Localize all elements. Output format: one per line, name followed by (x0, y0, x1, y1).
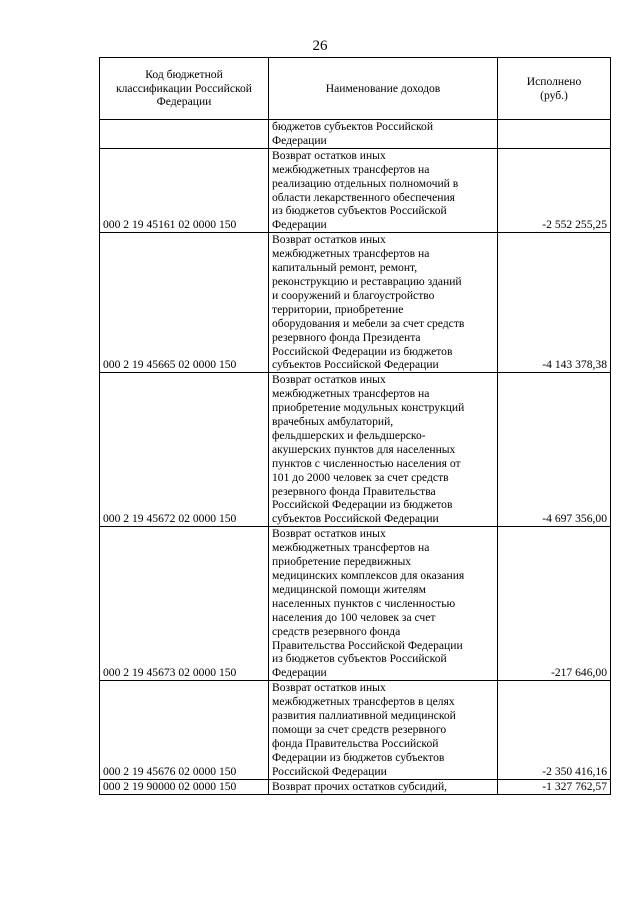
amount-cell: -4 697 356,00 (498, 373, 611, 527)
budget-code-cell: 000 2 19 45161 02 0000 150 (100, 148, 269, 232)
header-budget-code: Код бюджетной классификации Российской Федерации (100, 58, 269, 120)
income-name-cell: Возврат остатков иных межбюджетных трансфертов на приобретение передвижных медицинских комплексов для оказания медицинской помощи жителям населенных пунктов с численностью населения до 100 человек за счет средств резервного фонда Правительства Российской Федерации из бюджетов субъектов Российской Федерации (269, 527, 498, 681)
table-row (100, 681, 611, 779)
amount-cell (498, 120, 611, 149)
budget-code-cell: 000 2 19 45676 02 0000 150 (100, 681, 269, 779)
budget-table (99, 57, 611, 795)
table-row (100, 148, 611, 232)
budget-code-cell: 000 2 19 45673 02 0000 150 (100, 527, 269, 681)
amount-cell: -2 350 416,16 (498, 681, 611, 779)
amount-cell: -2 552 255,25 (498, 148, 611, 232)
amount-cell: -217 646,00 (498, 527, 611, 681)
header-executed-amount: Исполнено (руб.) (498, 58, 611, 120)
table-row (100, 120, 611, 149)
table-header-row (100, 58, 611, 120)
income-name-cell: бюджетов субъектов Российской Федерации (269, 120, 498, 149)
table-row (100, 233, 611, 373)
income-name-cell: Возврат остатков иных межбюджетных трансфертов в целях развития паллиативной медицинской помощи за счет средств резервного фонда Правительства Российской Федерации из бюджетов субъектов Российской Федерации (269, 681, 498, 779)
income-name-cell: Возврат прочих остатков субсидий, (269, 779, 498, 794)
amount-cell: -4 143 378,38 (498, 233, 611, 373)
income-name-cell: Возврат остатков иных межбюджетных трансфертов на реализацию отдельных полномочий в области лекарственного обеспечения из бюджетов субъектов Российской Федерации (269, 148, 498, 232)
page-number: 26 (312, 38, 328, 54)
table-row (100, 527, 611, 681)
header-income-name: Наименование доходов (269, 58, 498, 120)
table-row (100, 373, 611, 527)
budget-code-cell (100, 120, 269, 149)
income-name-cell: Возврат остатков иных межбюджетных трансфертов на приобретение модульных конструкций врачебных амбулаторий, фельдшерских и фельдшерско- акушерских пунктов для населенных пунктов с численностью населения от 101 до 2000 человек за счет средств резервного фонда Правительства Российской Федерации из бюджетов субъектов Российской Федерации (269, 373, 498, 527)
income-name-cell: Возврат остатков иных межбюджетных трансфертов на капитальный ремонт, ремонт, реконструкцию и реставрацию зданий и сооружений и благоустройство территории, приобретение оборудования и мебели за счет средств резервного фонда Президента Российской Федерации из бюджетов субъектов Российской Федерации (269, 233, 498, 373)
budget-code-cell: 000 2 19 45665 02 0000 150 (100, 233, 269, 373)
table-row (100, 779, 611, 794)
amount-cell: -1 327 762,57 (498, 779, 611, 794)
budget-code-cell: 000 2 19 45672 02 0000 150 (100, 373, 269, 527)
budget-code-cell: 000 2 19 90000 02 0000 150 (100, 779, 269, 794)
